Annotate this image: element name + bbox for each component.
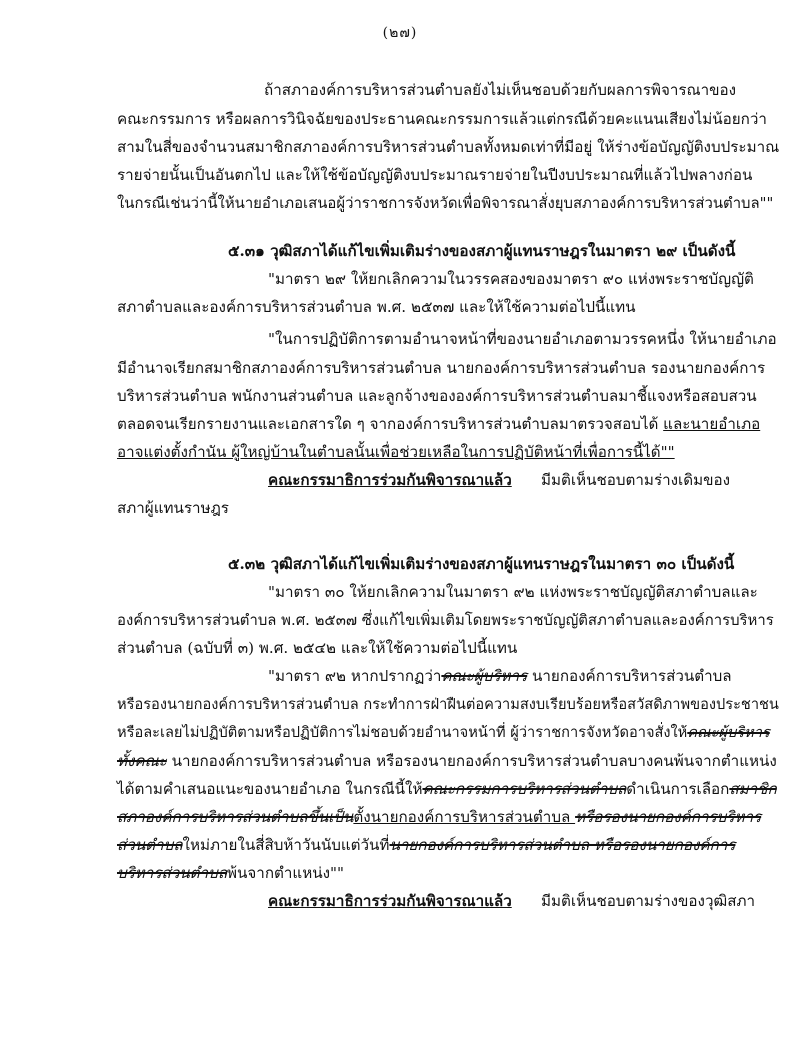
deleted-text: นายกองค์การบริหารส่วนตำบล หรือรองนายกองค์การ bbox=[389, 836, 736, 854]
paragraph-line bbox=[117, 414, 760, 434]
paragraph-line: สภาตำบลและองค์การบริหารส่วนตำบล พ.ศ. ๒๕๓๗ และให้ใช้ความต่อไปนี้แทน bbox=[117, 298, 636, 316]
paragraph-line: "มาตรา ๒๙ ให้ยกเลิกความในวรรคสองของมาตรา ๙๐ แห่งพระราชบัญญัติ bbox=[268, 270, 754, 288]
paragraph-line bbox=[117, 723, 770, 743]
committee-label: คณะกรรมาธิการร่วมกันพิจารณาแล้ว bbox=[268, 471, 512, 489]
inserted-text-line: อาจแต่งตั้งกำนัน ผู้ใหญ่บ้านในตำบลนั้นเพื่อช่วยเหลือในการปฏิบัติหน้าที่เพื่อการนี้ได้"" bbox=[117, 443, 675, 461]
line-text: นายกองค์การบริหารส่วนตำบล หรือรองนายกองค์การบริหารส่วนตำบลบางคนพ้นจากตำแหน่ง bbox=[166, 752, 777, 770]
paragraph-line: คณะกรรมการ หรือผลการวินิจฉัยของประธานคณะกรรมการแล้วแต่กรณีด้วยคะแนนเสียงไม่น้อยกว่า bbox=[117, 110, 767, 128]
section-heading-532: ๕.๓๒ วุฒิสภาได้แก้ไขเพิ่มเติมร่างของสภาผู้แทนราษฎรในมาตรา ๓๐ เป็นดังนี้ bbox=[228, 555, 735, 573]
paragraph-line bbox=[117, 751, 777, 771]
paragraph-line: หรือรองนายกองค์การบริหารส่วนตำบล กระทำการฝ่าฝืนต่อความสงบเรียบร้อยหรือสวัสดิภาพของประชาชน bbox=[117, 696, 779, 713]
paragraph-line: สามในสี่ของจำนวนสมาชิกสภาองค์การบริหารส่วนตำบลทั้งหมดเท่าที่มีอยู่ ให้ร่างข้อบัญญัติงบประมาณ bbox=[117, 138, 780, 156]
section-heading-531: ๕.๓๑ วุฒิสภาได้แก้ไขเพิ่มเติมร่างของสภาผู้แทนราษฎรในมาตรา ๒๙ เป็นดังนี้ bbox=[228, 242, 736, 260]
inserted-text: และนายอำเภอ bbox=[663, 415, 761, 433]
paragraph-line: บริหารส่วนตำบล พนักงานส่วนตำบล และลูกจ้างขององค์การบริหารส่วนตำบลมาชี้แจงหรือสอบสวน bbox=[117, 387, 757, 405]
line-text: พ้นจากตำแหน่ง"" bbox=[227, 864, 344, 882]
paragraph-line: "มาตรา ๓๐ ให้ยกเลิกความในมาตรา ๙๒ แห่งพระราชบัญญัติสภาตำบลและ bbox=[268, 583, 758, 601]
page-number: (๒๗) bbox=[382, 25, 418, 41]
paragraph-line: องค์การบริหารส่วนตำบล พ.ศ. ๒๕๓๗ ซึ่งแก้ไขเพิ่มเติมโดยพระราชบัญญัติสภาตำบลและองค์การบริหาร bbox=[117, 611, 774, 629]
paragraph-line bbox=[117, 835, 735, 855]
deleted-text: ทั้งคณะ bbox=[117, 752, 167, 770]
line-text: "มาตรา ๙๒ หากปรากฏว่า bbox=[268, 667, 442, 685]
deleted-text: สภาองค์การบริหารส่วนตำบลขึ้นเป็น bbox=[117, 808, 354, 826]
paragraph-line bbox=[117, 863, 344, 883]
committee-label: คณะกรรมาธิการร่วมกันพิจารณาแล้ว bbox=[268, 892, 512, 910]
line-text: หรือละเลยไม่ปฏิบัติตามหรือปฏิบัติการไม่ชอบด้วยอำนาจหน้าที่ ผู้ว่าราชการจังหวัดอาจสั่งให้ bbox=[117, 724, 688, 741]
deleted-text: บริหารส่วนตำบล bbox=[117, 864, 228, 882]
paragraph-line: "ในการปฏิบัติการตามอำนาจหน้าที่ของนายอำเภอตามวรรคหนึ่ง ให้นายอำเภอ bbox=[268, 330, 777, 348]
committee-verdict: มีมติเห็นชอบตามร่างของวุฒิสภา bbox=[541, 892, 756, 910]
inserted-text: ตั้งนายกองค์การบริหารส่วนตำบล bbox=[353, 808, 576, 826]
paragraph-line: ส่วนตำบล (ฉบับที่ ๓) พ.ศ. ๒๕๔๒ และให้ใช้ความต่อไปนี้แทน bbox=[117, 639, 518, 657]
paragraph-line bbox=[268, 666, 732, 686]
line-text: ใหม่ภายในสี่สิบห้าวันนับแต่วันที่ bbox=[182, 836, 390, 854]
line-text: ได้ตามคำเสนอแนะของนายอำเภอ ในกรณีนี้ให้ bbox=[117, 780, 423, 798]
paragraph-line: มีอำนาจเรียกสมาชิกสภาองค์การบริหารส่วนตำบล นายกองค์การบริหารส่วนตำบล รองนายกองค์การ bbox=[117, 359, 766, 377]
line-text: ดำเนินการเลือก bbox=[626, 780, 730, 798]
deleted-text: หรือรองนายกองค์การบริหาร bbox=[575, 808, 762, 826]
line-text: นายกองค์การบริหารส่วนตำบล bbox=[527, 667, 732, 685]
paragraph-line bbox=[117, 779, 777, 799]
deleted-text: สมาชิก bbox=[729, 780, 777, 798]
committee-verdict-cont: สภาผู้แทนราษฎร bbox=[117, 499, 229, 517]
paragraph-line: ถ้าสภาองค์การบริหารส่วนตำบลยังไม่เห็นชอบด้วยกับผลการพิจารณาของ bbox=[264, 81, 737, 99]
deleted-text: คณะผู้บริหาร bbox=[687, 724, 770, 741]
line-text: ตลอดจนเรียกรายงานและเอกสารใด ๆ จากองค์การบริหารส่วนตำบลมาตรวจสอบได้ bbox=[117, 415, 664, 433]
paragraph-line: ในกรณีเช่นว่านี้ให้นายอำเภอเสนอผู้ว่าราชการจังหวัดเพื่อพิจารณาสั่งยุบสภาองค์การบริหารส่วนตำบล"" bbox=[117, 194, 774, 212]
committee-verdict: มีมติเห็นชอบตามร่างเดิมของ bbox=[541, 471, 731, 489]
deleted-text: ส่วนตำบล bbox=[117, 836, 183, 854]
deleted-text: คณะผู้บริหาร bbox=[441, 667, 528, 685]
paragraph-line: รายจ่ายนั้นเป็นอันตกไป และให้ใช้ข้อบัญญัติงบประมาณรายจ่ายในปีงบประมาณที่แล้วไปพลางก่อน bbox=[117, 166, 753, 184]
deleted-text: คณะกรรมการบริหารส่วนตำบล bbox=[422, 780, 627, 798]
paragraph-line bbox=[117, 807, 761, 827]
